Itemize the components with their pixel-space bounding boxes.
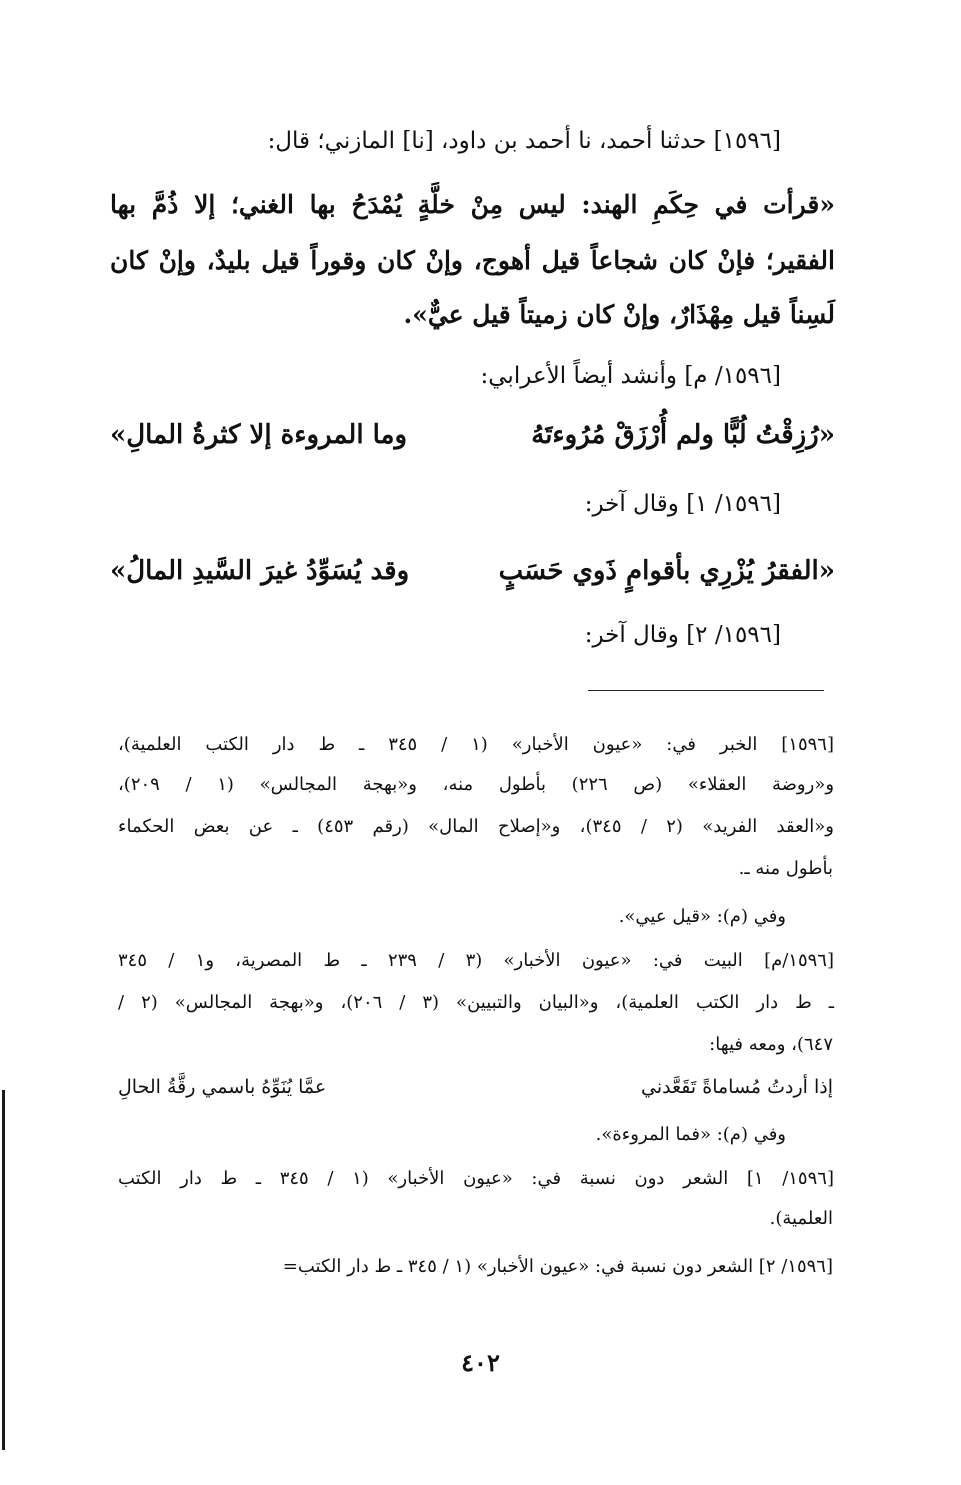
- page-number: ٤٠٢: [461, 1348, 500, 1377]
- quote-line-3: لَسِناً قيل مِهْذَارٌ، وإنْ كان زميتاً قيل عيٌّ».: [403, 300, 835, 329]
- footnote-1-line-3: و«العقد الفريد» (٢ / ٣٤٥)، و«إصلاح المال» (رقم ٤٥٣) ـ عن بعض الحكماء: [118, 816, 834, 837]
- entry-1596-2-intro: [١٥٩٦/ ٢] وقال آخر:: [584, 622, 781, 648]
- quote-line-2: الفقير؛ فإنْ كان شجاعاً قيل أهوج، وإنْ كان وقوراً قيل بليدٌ، وإنْ كان: [110, 246, 835, 275]
- footnote-4-line-1: [١٥٩٦/ ٢] الشعر دون نسبة في: «عيون الأخبار» (١ / ٣٤٥ ـ ط دار الكتب=: [282, 1256, 833, 1277]
- footnote-2-verse-first-hemistich: إذا أردتُ مُساماةً تَقَعَّدني: [641, 1076, 833, 1098]
- verse-1-first-hemistich: «رُزِقْتُ لُبًّا ولم أُرْزَقْ مُرُوءتَهُ: [531, 420, 835, 450]
- verse-2-second-hemistich: وقد يُسَوِّدُ غيرَ السَّيدِ المالُ»: [110, 556, 410, 586]
- footnote-separator: [588, 690, 824, 691]
- verse-1-second-hemistich: وما المروءة إلا كثرةُ المالِ»: [110, 420, 408, 450]
- footnote-2-line-2: ـ ط دار الكتب العلمية)، و«البيان والتبيين» (٣ / ٢٠٦)، و«بهجة المجالس» (٢ /: [118, 992, 834, 1013]
- footnote-2-variant: وفي (م): «فما المروءة».: [595, 1124, 786, 1145]
- footnote-3-line-2: العلمية).: [769, 1208, 833, 1229]
- footnote-1-line-4: بأطول منه ـ.: [738, 858, 833, 879]
- quote-line-1: «قرأت في حِكَمِ الهند: ليس مِنْ خلَّةٍ يُمْدَحُ بها الغني؛ إلا ذُمَّ بها: [110, 190, 835, 219]
- scan-edge: [2, 1090, 5, 1450]
- entry-1596m-intro: [١٥٩٦/ م] وأنشد أيضاً الأعرابي:: [480, 363, 781, 389]
- entry-1596-intro: [١٥٩٦] حدثنا أحمد، نا أحمد بن داود، [نا] المازني؛ قال:: [267, 128, 781, 154]
- verse-2-first-hemistich: «الفقرُ يُزْرِي بأقوامٍ ذَوي حَسَبٍ: [498, 556, 835, 586]
- footnote-2-line-1: [١٥٩٦/م] البيت في: «عيون الأخبار» (٣ / ٢٣٩ ـ ط المصرية، و١ / ٣٤٥: [118, 950, 834, 971]
- footnote-1-line-1: [١٥٩٦] الخبر في: «عيون الأخبار» (١ / ٣٤٥ ـ ط دار الكتب العلمية)،: [118, 734, 834, 755]
- footnote-3-line-1: [١٥٩٦/ ١] الشعر دون نسبة في: «عيون الأخبار» (١ / ٣٤٥ ـ ط دار الكتب: [118, 1168, 834, 1189]
- footnote-1-variant: وفي (م): «قيل عيي».: [618, 906, 786, 927]
- footnote-2-line-3: ٦٤٧)، ومعه فيها:: [709, 1034, 833, 1055]
- entry-1596-1-intro: [١٥٩٦/ ١] وقال آخر:: [584, 491, 781, 517]
- footnote-2-verse-second-hemistich: عمَّا يُنَوِّهُ باسمي رقَّةُ الحالِ: [118, 1076, 327, 1098]
- footnote-1-line-2: و«روضة العقلاء» (ص ٢٢٦) بأطول منه، و«بهجة المجالس» (١ / ٢٠٩)،: [118, 774, 835, 795]
